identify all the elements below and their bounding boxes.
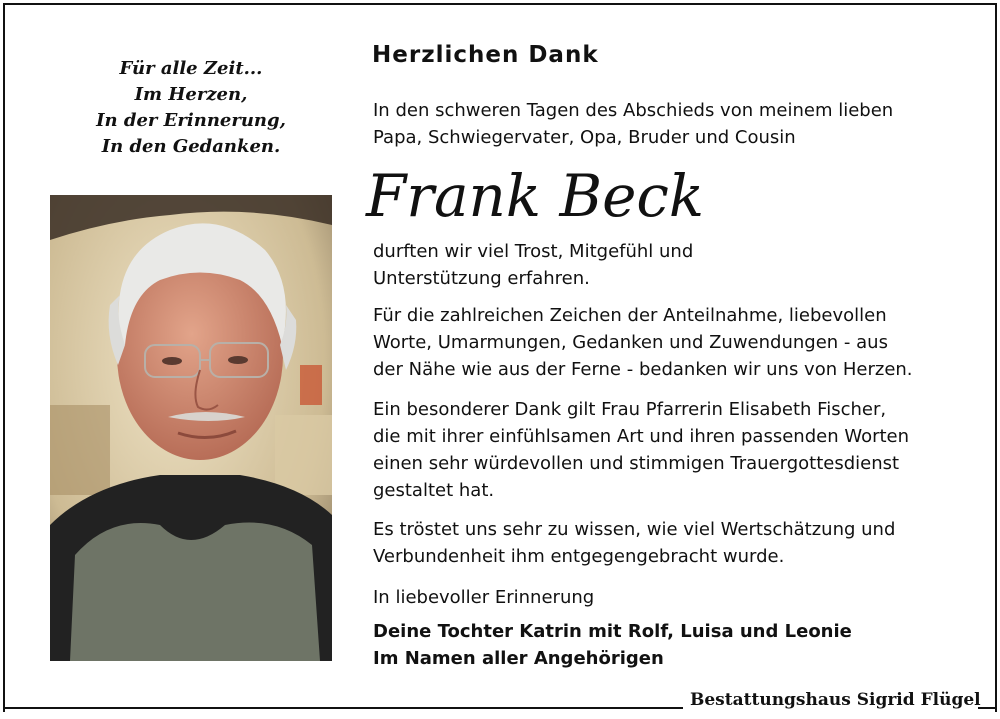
text-line: In liebevoller Erinnerung	[373, 587, 595, 608]
signature-line: Im Namen aller Angehörigen	[373, 648, 664, 669]
text-line: gestaltet hat.	[373, 480, 495, 501]
motto-line: In der Erinnerung,	[96, 110, 286, 131]
text-line: einen sehr würdevollen und stimmigen Trauergottesdienst	[373, 453, 900, 474]
text-line: Für die zahlreichen Zeichen der Anteilnahme, liebevollen	[373, 305, 887, 326]
motto	[60, 56, 322, 160]
text-line: Worte, Umarmungen, Gedanken und Zuwendungen - aus	[373, 332, 888, 353]
portrait-photo	[50, 195, 332, 661]
text-line: Unterstützung erfahren.	[373, 268, 590, 289]
paragraph	[373, 238, 693, 292]
funeral-home: Bestattungshaus Sigrid Flügel	[690, 690, 981, 710]
motto-line: Für alle Zeit...	[119, 58, 263, 79]
deceased-name: Frank Beck	[366, 162, 705, 230]
notice-title: Herzlichen Dank	[372, 42, 599, 68]
text-line: Ein besonderer Dank gilt Frau Pfarrerin Elisabeth Fischer,	[373, 399, 887, 420]
paragraph	[373, 396, 909, 504]
paragraph	[373, 302, 913, 383]
text-line: Verbundenheit ihm entgegengebracht wurde.	[373, 546, 785, 567]
paragraph	[373, 516, 895, 570]
text-line: die mit ihrer einfühlsamen Art und ihren passenden Worten	[373, 426, 910, 447]
text-line: Es tröstet uns sehr zu wissen, wie viel Wertschätzung und	[373, 519, 896, 540]
intro-text	[373, 97, 893, 151]
text-line: In den schweren Tagen des Abschieds von meinem lieben	[373, 100, 894, 121]
text-line: Papa, Schwiegervater, Opa, Bruder und Cousin	[373, 127, 796, 148]
motto-line: In den Gedanken.	[101, 136, 281, 157]
text-line: der Nähe wie aus der Ferne - bedanken wir uns von Herzen.	[373, 359, 913, 380]
text-line: durften wir viel Trost, Mitgefühl und	[373, 241, 694, 262]
closing-phrase	[373, 584, 594, 611]
bottom-rule	[3, 707, 683, 709]
signature-line: Deine Tochter Katrin mit Rolf, Luisa und Leonie	[373, 621, 852, 642]
motto-line: Im Herzen,	[134, 84, 248, 105]
signature	[373, 618, 852, 672]
